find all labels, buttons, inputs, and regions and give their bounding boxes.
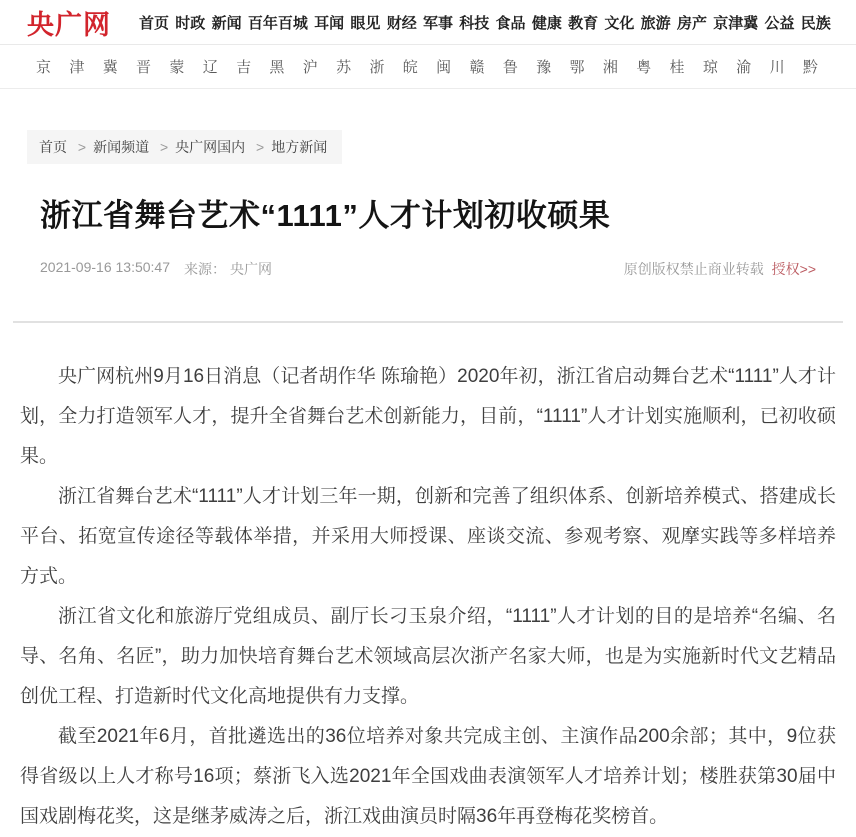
region-link[interactable]: 吉: [236, 59, 252, 76]
nav-link[interactable]: 科技: [459, 14, 490, 32]
region-link[interactable]: 赣: [469, 59, 485, 76]
breadcrumb-separator: >: [77, 139, 87, 155]
meta-right: [624, 259, 816, 279]
region-link[interactable]: 鄂: [569, 59, 585, 76]
breadcrumb-link[interactable]: 央广网国内: [175, 139, 246, 155]
meta-left: [40, 259, 272, 279]
region-link[interactable]: 京: [36, 59, 52, 76]
region-link[interactable]: 苏: [336, 59, 352, 76]
article-content-wrap: [0, 357, 856, 837]
region-link[interactable]: 琼: [702, 59, 718, 76]
page-content: [0, 89, 856, 279]
breadcrumb-separator: >: [256, 139, 265, 155]
article-body: [20, 357, 836, 837]
region-link[interactable]: 蒙: [169, 59, 185, 76]
region-link[interactable]: 沪: [302, 59, 318, 76]
region-link[interactable]: 黔: [802, 59, 818, 76]
region-link[interactable]: 豫: [536, 59, 552, 76]
main-nav: [139, 12, 831, 33]
article-paragraph: 浙江省文化和旅游厅党组成员、副厅长刁玉泉介绍，“1111”人才计划的目的是培养“名编、名导、名角、名匠”，助力加快培育舞台艺术领域高层次浙产名家大师，也是为实施新时代文艺精品创优工程、打造新时代文化高地提供有力支撑。: [20, 606, 836, 707]
top-navigation-bar: [0, 0, 856, 45]
breadcrumb-link[interactable]: 新闻频道: [93, 139, 150, 155]
region-link[interactable]: 川: [769, 59, 785, 76]
article-paragraph: 浙江省舞台艺术“1111”人才计划三年一期，创新和完善了组织体系、创新培养模式、搭建成长平台、拓宽宣传途径等载体举措，并采用大师授课、座谈交流、参观考察、观摩实践等多样培养方式。: [20, 486, 836, 587]
article-paragraph: 央广网杭州9月16日消息（记者胡作华 陈瑜艳）2020年初，浙江省启动舞台艺术“1111”人才计划，全力打造领军人才，提升全省舞台艺术创新能力，目前，“1111”人才计划实施顺利，已初收硕果。: [20, 366, 836, 467]
nav-link[interactable]: 旅游: [640, 14, 671, 32]
source-wrap: [184, 259, 272, 279]
nav-link[interactable]: 公益: [764, 14, 795, 32]
source-name[interactable]: 央广网: [230, 261, 272, 277]
region-link[interactable]: 黑: [269, 59, 285, 76]
nav-link[interactable]: 军事: [422, 14, 453, 32]
nav-link[interactable]: 耳闻: [314, 14, 345, 32]
region-link[interactable]: 冀: [102, 59, 118, 76]
breadcrumb-separator: >: [159, 139, 169, 155]
site-logo[interactable]: 央广网: [27, 9, 111, 40]
region-link[interactable]: 鲁: [502, 59, 518, 76]
nav-link[interactable]: 健康: [531, 14, 562, 32]
breadcrumb-link[interactable]: 首页: [39, 139, 67, 155]
nav-link[interactable]: 新闻: [211, 14, 242, 32]
nav-link[interactable]: 食品: [495, 14, 526, 32]
nav-link[interactable]: 首页: [139, 14, 170, 32]
nav-link[interactable]: 时政: [175, 14, 206, 32]
nav-link[interactable]: 文化: [604, 14, 635, 32]
article-paragraph: 截至2021年6月，首批遴选出的36位培养对象共完成主创、主演作品200余部；其中，9位获得省级以上人才称号16项；蔡浙飞入选2021年全国戏曲表演领军人才培养计划；楼胜获第30届中国戏剧梅花奖，这是继茅威涛之后，浙江戏曲演员时隔36年再登梅花奖榜首。: [20, 726, 836, 827]
nav-link[interactable]: 财经: [386, 14, 417, 32]
region-link[interactable]: 皖: [402, 59, 418, 76]
nav-link[interactable]: 眼见: [350, 14, 381, 32]
region-link[interactable]: 桂: [669, 59, 685, 76]
article-title: 浙江省舞台艺术“1111”人才计划初收硕果: [40, 198, 611, 233]
nav-link[interactable]: 教育: [568, 14, 599, 32]
nav-link[interactable]: 房产: [676, 14, 707, 32]
article-meta: [40, 259, 816, 279]
content-divider: [13, 321, 843, 323]
region-link[interactable]: 辽: [202, 59, 218, 76]
publish-date: 2021-09-16 13:50:47: [40, 259, 170, 275]
region-nav: [0, 45, 856, 89]
nav-link[interactable]: 民族: [800, 14, 831, 32]
region-link[interactable]: 津: [69, 59, 85, 76]
region-link[interactable]: 晋: [136, 59, 152, 76]
license-link[interactable]: 授权>>: [771, 261, 816, 277]
copyright-notice: 原创版权禁止商业转载: [623, 261, 764, 277]
nav-link[interactable]: 百年百城: [247, 14, 308, 32]
region-link[interactable]: 浙: [369, 59, 385, 76]
region-link[interactable]: 湘: [602, 59, 618, 76]
region-link[interactable]: 粤: [636, 59, 652, 76]
breadcrumb: [27, 130, 342, 164]
source-label: 来源：: [184, 261, 226, 277]
region-link[interactable]: 渝: [736, 59, 752, 76]
region-link[interactable]: 闽: [436, 59, 452, 76]
nav-link[interactable]: 京津冀: [713, 14, 759, 32]
breadcrumb-link[interactable]: 地方新闻: [271, 139, 328, 155]
